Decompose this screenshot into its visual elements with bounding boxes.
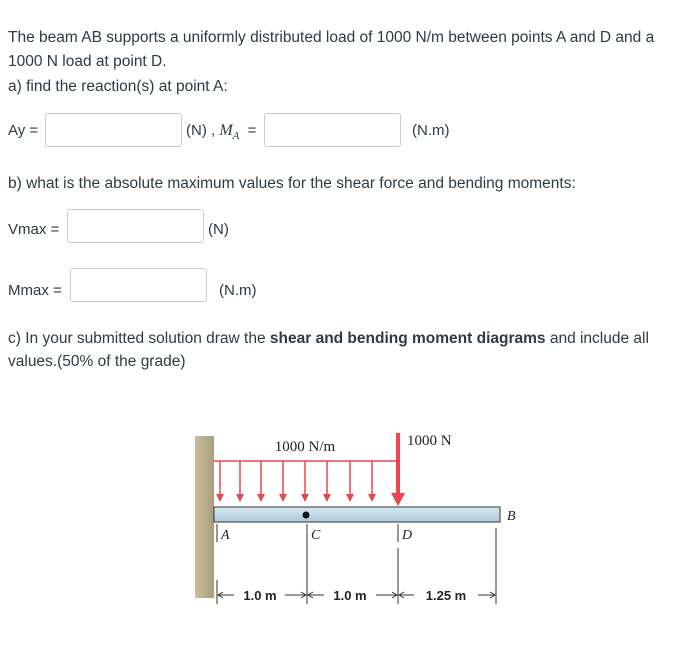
udl-arrow-head bbox=[279, 494, 287, 502]
udl-arrow-head bbox=[257, 494, 265, 502]
part-c-suffix: and include all bbox=[545, 330, 649, 347]
part-a-prompt: a) find the reaction(s) at point A: bbox=[8, 78, 228, 95]
dim-label-cd: 1.0 m bbox=[333, 588, 367, 603]
point-d-label: D bbox=[402, 528, 413, 543]
ay-unit: (N) , bbox=[186, 122, 216, 139]
point-c-dot bbox=[303, 512, 310, 519]
distributed-load-label: 1000 N/m bbox=[274, 439, 336, 455]
mmax-label: Mmax = bbox=[8, 282, 62, 299]
part-c-prefix: c) In your submitted solution draw the bbox=[8, 330, 270, 347]
point-c-label: C bbox=[311, 528, 321, 543]
udl-arrow-head bbox=[346, 494, 354, 502]
udl-arrow-head bbox=[368, 494, 376, 502]
udl-arrow-head bbox=[236, 494, 244, 502]
ay-label: Ay = bbox=[8, 122, 39, 139]
ma-unit: (N.m) bbox=[412, 122, 450, 139]
point-a-label: A bbox=[221, 528, 230, 543]
ma-symbol-letter: M bbox=[219, 122, 233, 139]
ma-subscript: A bbox=[232, 130, 240, 143]
part-b-prompt: b) what is the absolute maximum values for the shear force and bending moments: bbox=[8, 175, 576, 192]
udl-arrow-head bbox=[216, 494, 224, 502]
intro-line-1: The beam AB supports a uniformly distributed load of 1000 N/m between points A and D and a bbox=[8, 29, 655, 46]
dim-label-db: 1.25 m bbox=[425, 588, 467, 603]
vmax-label: Vmax = bbox=[8, 221, 60, 238]
udl-arrow-head bbox=[323, 494, 331, 502]
fixed-wall bbox=[195, 436, 214, 598]
beam bbox=[214, 507, 500, 522]
point-load-label: 1000 N bbox=[407, 433, 452, 449]
point-load-head bbox=[391, 493, 405, 506]
part-c-bold: shear and bending moment diagrams bbox=[269, 330, 546, 347]
part-c-line-2: values.(50% of the grade) bbox=[8, 353, 186, 370]
udl-arrow-head bbox=[301, 494, 309, 502]
point-b-label: B bbox=[507, 509, 516, 524]
dim-label-ac: 1.0 m bbox=[243, 588, 277, 603]
intro-line-2: 1000 N load at point D. bbox=[8, 53, 167, 70]
distributed-load-arrows bbox=[216, 461, 376, 502]
mmax-unit: (N.m) bbox=[219, 282, 257, 299]
vmax-unit: (N) bbox=[208, 221, 229, 238]
point-load-arrow bbox=[391, 433, 405, 506]
ma-equals: = bbox=[247, 122, 257, 139]
